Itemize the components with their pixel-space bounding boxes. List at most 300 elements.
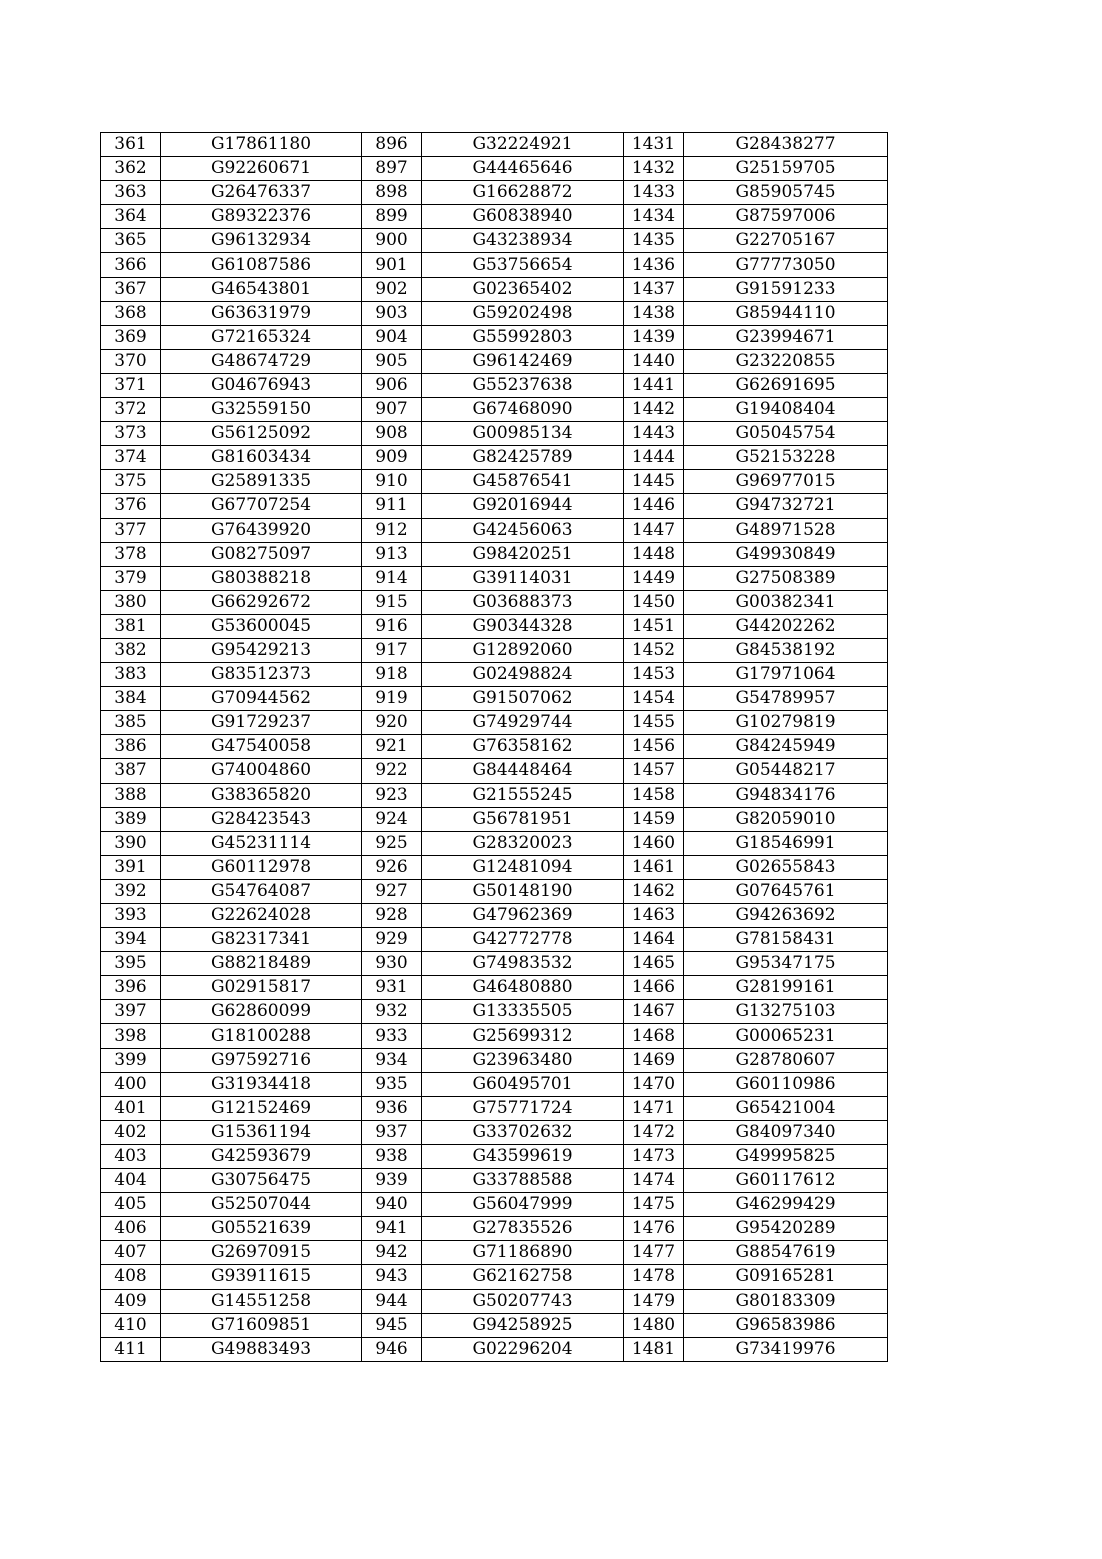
table-row	[101, 1144, 888, 1168]
id-code-cell: G44202262	[684, 614, 888, 638]
id-code-cell: G56047999	[422, 1193, 624, 1217]
id-code-cell: G05045754	[684, 422, 888, 446]
id-code-cell: G52507044	[161, 1193, 362, 1217]
serial-number-cell: 388	[101, 783, 161, 807]
id-code-cell: G02365402	[422, 277, 624, 301]
id-code-cell: G19408404	[684, 398, 888, 422]
id-code-cell: G23963480	[422, 1048, 624, 1072]
serial-number-cell: 909	[362, 446, 422, 470]
id-code-cell: G46543801	[161, 277, 362, 301]
serial-number-cell: 1465	[624, 952, 684, 976]
id-code-cell: G15361194	[161, 1120, 362, 1144]
serial-number-cell: 373	[101, 422, 161, 446]
id-code-cell: G73419976	[684, 1337, 888, 1361]
serial-number-cell: 361	[101, 133, 161, 157]
serial-number-cell: 930	[362, 952, 422, 976]
table-row	[101, 349, 888, 373]
table-row	[101, 711, 888, 735]
id-code-cell: G91729237	[161, 711, 362, 735]
serial-number-cell: 372	[101, 398, 161, 422]
id-code-cell: G67468090	[422, 398, 624, 422]
table-row	[101, 663, 888, 687]
serial-number-cell: 382	[101, 638, 161, 662]
id-code-cell: G26476337	[161, 181, 362, 205]
id-code-cell: G92260671	[161, 157, 362, 181]
id-code-cell: G30756475	[161, 1169, 362, 1193]
serial-number-cell: 938	[362, 1144, 422, 1168]
id-code-cell: G17971064	[684, 663, 888, 687]
serial-number-cell: 922	[362, 759, 422, 783]
serial-number-cell: 918	[362, 663, 422, 687]
id-code-cell: G71609851	[161, 1313, 362, 1337]
serial-number-cell: 1453	[624, 663, 684, 687]
id-code-cell: G96132934	[161, 229, 362, 253]
id-code-cell: G66292672	[161, 590, 362, 614]
id-code-cell: G78158431	[684, 928, 888, 952]
serial-number-cell: 368	[101, 301, 161, 325]
table-row	[101, 470, 888, 494]
table-row	[101, 807, 888, 831]
table-row	[101, 904, 888, 928]
id-code-cell: G05521639	[161, 1217, 362, 1241]
serial-number-cell: 1460	[624, 831, 684, 855]
id-code-cell: G23220855	[684, 349, 888, 373]
serial-number-cell: 380	[101, 590, 161, 614]
id-code-cell: G94263692	[684, 904, 888, 928]
serial-number-cell: 1474	[624, 1169, 684, 1193]
serial-number-cell: 401	[101, 1096, 161, 1120]
table-row	[101, 1337, 888, 1361]
id-code-cell: G96583986	[684, 1313, 888, 1337]
serial-number-cell: 932	[362, 1000, 422, 1024]
table-row	[101, 687, 888, 711]
id-code-cell: G90344328	[422, 614, 624, 638]
id-code-cell: G07645761	[684, 879, 888, 903]
id-code-cell: G12152469	[161, 1096, 362, 1120]
serial-number-cell: 931	[362, 976, 422, 1000]
id-code-cell: G85944110	[684, 301, 888, 325]
serial-number-cell: 1462	[624, 879, 684, 903]
serial-number-cell: 377	[101, 518, 161, 542]
serial-number-cell: 397	[101, 1000, 161, 1024]
id-code-cell: G94732721	[684, 494, 888, 518]
serial-number-cell: 925	[362, 831, 422, 855]
table-row	[101, 422, 888, 446]
serial-number-cell: 381	[101, 614, 161, 638]
table-row	[101, 494, 888, 518]
id-code-cell: G12481094	[422, 855, 624, 879]
table-row	[101, 1000, 888, 1024]
table-row	[101, 1265, 888, 1289]
id-code-cell: G82317341	[161, 928, 362, 952]
serial-number-cell: 934	[362, 1048, 422, 1072]
table-row	[101, 446, 888, 470]
serial-number-cell: 374	[101, 446, 161, 470]
id-code-cell: G84097340	[684, 1120, 888, 1144]
serial-number-cell: 390	[101, 831, 161, 855]
serial-number-cell: 1451	[624, 614, 684, 638]
serial-number-cell: 900	[362, 229, 422, 253]
id-code-cell: G71186890	[422, 1241, 624, 1265]
table-row	[101, 253, 888, 277]
id-code-cell: G56781951	[422, 807, 624, 831]
id-code-cell: G49883493	[161, 1337, 362, 1361]
serial-number-cell: 915	[362, 590, 422, 614]
serial-number-cell: 1478	[624, 1265, 684, 1289]
id-code-cell: G03688373	[422, 590, 624, 614]
serial-number-cell: 411	[101, 1337, 161, 1361]
id-code-cell: G93911615	[161, 1265, 362, 1289]
id-code-cell: G76439920	[161, 518, 362, 542]
serial-number-cell: 896	[362, 133, 422, 157]
id-code-cell: G88218489	[161, 952, 362, 976]
serial-number-cell: 1455	[624, 711, 684, 735]
id-code-cell: G16628872	[422, 181, 624, 205]
serial-number-cell: 393	[101, 904, 161, 928]
serial-number-cell: 386	[101, 735, 161, 759]
id-code-cell: G47962369	[422, 904, 624, 928]
serial-number-cell: 367	[101, 277, 161, 301]
serial-number-cell: 407	[101, 1241, 161, 1265]
serial-number-cell: 940	[362, 1193, 422, 1217]
table-row	[101, 1120, 888, 1144]
id-code-cell: G50148190	[422, 879, 624, 903]
id-code-cell: G13275103	[684, 1000, 888, 1024]
serial-number-cell: 364	[101, 205, 161, 229]
serial-number-cell: 396	[101, 976, 161, 1000]
serial-number-cell: 903	[362, 301, 422, 325]
id-code-cell: G88547619	[684, 1241, 888, 1265]
id-code-cell: G26970915	[161, 1241, 362, 1265]
serial-number-cell: 1470	[624, 1072, 684, 1096]
id-code-cell: G12892060	[422, 638, 624, 662]
id-code-cell: G60112978	[161, 855, 362, 879]
serial-number-cell: 917	[362, 638, 422, 662]
serial-number-cell: 935	[362, 1072, 422, 1096]
id-code-cell: G85905745	[684, 181, 888, 205]
serial-number-cell: 1472	[624, 1120, 684, 1144]
table-row	[101, 1169, 888, 1193]
serial-number-cell: 394	[101, 928, 161, 952]
id-code-cell: G02915817	[161, 976, 362, 1000]
id-number-table	[100, 132, 888, 1362]
id-code-cell: G83512373	[161, 663, 362, 687]
serial-number-cell: 1475	[624, 1193, 684, 1217]
serial-number-cell: 395	[101, 952, 161, 976]
id-code-cell: G28199161	[684, 976, 888, 1000]
table-row	[101, 759, 888, 783]
id-code-cell: G60495701	[422, 1072, 624, 1096]
id-code-cell: G22705167	[684, 229, 888, 253]
table-row	[101, 229, 888, 253]
id-code-cell: G91591233	[684, 277, 888, 301]
table-row	[101, 1048, 888, 1072]
serial-number-cell: 944	[362, 1289, 422, 1313]
id-code-cell: G76358162	[422, 735, 624, 759]
id-code-cell: G27508389	[684, 566, 888, 590]
serial-number-cell: 945	[362, 1313, 422, 1337]
id-code-cell: G53600045	[161, 614, 362, 638]
id-code-cell: G46299429	[684, 1193, 888, 1217]
serial-number-cell: 941	[362, 1217, 422, 1241]
id-code-cell: G42772778	[422, 928, 624, 952]
id-code-cell: G47540058	[161, 735, 362, 759]
table-row	[101, 1024, 888, 1048]
serial-number-cell: 937	[362, 1120, 422, 1144]
serial-number-cell: 1442	[624, 398, 684, 422]
serial-number-cell: 1464	[624, 928, 684, 952]
id-code-cell: G25699312	[422, 1024, 624, 1048]
id-code-cell: G63631979	[161, 301, 362, 325]
id-code-cell: G87597006	[684, 205, 888, 229]
table-row	[101, 1217, 888, 1241]
id-code-cell: G28423543	[161, 807, 362, 831]
id-code-cell: G62162758	[422, 1265, 624, 1289]
serial-number-cell: 366	[101, 253, 161, 277]
id-code-cell: G94258925	[422, 1313, 624, 1337]
id-code-cell: G48674729	[161, 349, 362, 373]
table-row	[101, 590, 888, 614]
serial-number-cell: 1469	[624, 1048, 684, 1072]
id-code-cell: G39114031	[422, 566, 624, 590]
serial-number-cell: 1449	[624, 566, 684, 590]
table-row	[101, 1096, 888, 1120]
table-row	[101, 976, 888, 1000]
serial-number-cell: 927	[362, 879, 422, 903]
id-code-cell: G09165281	[684, 1265, 888, 1289]
id-code-cell: G75771724	[422, 1096, 624, 1120]
id-code-cell: G62860099	[161, 1000, 362, 1024]
serial-number-cell: 387	[101, 759, 161, 783]
serial-number-cell: 375	[101, 470, 161, 494]
id-code-cell: G02498824	[422, 663, 624, 687]
serial-number-cell: 926	[362, 855, 422, 879]
serial-number-cell: 1458	[624, 783, 684, 807]
serial-number-cell: 408	[101, 1265, 161, 1289]
id-code-cell: G18546991	[684, 831, 888, 855]
id-code-cell: G00065231	[684, 1024, 888, 1048]
serial-number-cell: 902	[362, 277, 422, 301]
table-row	[101, 1313, 888, 1337]
id-code-cell: G28320023	[422, 831, 624, 855]
serial-number-cell: 383	[101, 663, 161, 687]
table-row	[101, 952, 888, 976]
table-row	[101, 879, 888, 903]
id-code-cell: G59202498	[422, 301, 624, 325]
serial-number-cell: 1440	[624, 349, 684, 373]
serial-number-cell: 898	[362, 181, 422, 205]
id-code-cell: G08275097	[161, 542, 362, 566]
serial-number-cell: 914	[362, 566, 422, 590]
serial-number-cell: 406	[101, 1217, 161, 1241]
id-code-cell: G02296204	[422, 1337, 624, 1361]
id-code-cell: G54789957	[684, 687, 888, 711]
serial-number-cell: 370	[101, 349, 161, 373]
table-row	[101, 157, 888, 181]
serial-number-cell: 1444	[624, 446, 684, 470]
table-row	[101, 831, 888, 855]
id-code-cell: G60110986	[684, 1072, 888, 1096]
serial-number-cell: 929	[362, 928, 422, 952]
id-code-cell: G27835526	[422, 1217, 624, 1241]
serial-number-cell: 1461	[624, 855, 684, 879]
serial-number-cell: 1468	[624, 1024, 684, 1048]
serial-number-cell: 924	[362, 807, 422, 831]
serial-number-cell: 943	[362, 1265, 422, 1289]
serial-number-cell: 913	[362, 542, 422, 566]
id-code-cell: G04676943	[161, 373, 362, 397]
id-code-cell: G89322376	[161, 205, 362, 229]
serial-number-cell: 403	[101, 1144, 161, 1168]
serial-number-cell: 1473	[624, 1144, 684, 1168]
serial-number-cell: 378	[101, 542, 161, 566]
serial-number-cell: 1435	[624, 229, 684, 253]
id-code-cell: G56125092	[161, 422, 362, 446]
id-code-cell: G84538192	[684, 638, 888, 662]
id-code-cell: G61087586	[161, 253, 362, 277]
serial-number-cell: 400	[101, 1072, 161, 1096]
serial-number-cell: 365	[101, 229, 161, 253]
id-code-cell: G32224921	[422, 133, 624, 157]
serial-number-cell: 921	[362, 735, 422, 759]
serial-number-cell: 1467	[624, 1000, 684, 1024]
table-row	[101, 1072, 888, 1096]
id-code-cell: G28780607	[684, 1048, 888, 1072]
serial-number-cell: 1481	[624, 1337, 684, 1361]
serial-number-cell: 923	[362, 783, 422, 807]
serial-number-cell: 939	[362, 1169, 422, 1193]
table-row	[101, 855, 888, 879]
id-code-cell: G60117612	[684, 1169, 888, 1193]
id-code-cell: G33788588	[422, 1169, 624, 1193]
id-code-cell: G65421004	[684, 1096, 888, 1120]
table-row	[101, 542, 888, 566]
serial-number-cell: 1476	[624, 1217, 684, 1241]
id-code-cell: G95420289	[684, 1217, 888, 1241]
serial-number-cell: 1434	[624, 205, 684, 229]
id-code-cell: G82059010	[684, 807, 888, 831]
serial-number-cell: 911	[362, 494, 422, 518]
id-code-cell: G52153228	[684, 446, 888, 470]
table-row	[101, 373, 888, 397]
serial-number-cell: 384	[101, 687, 161, 711]
id-code-cell: G96977015	[684, 470, 888, 494]
id-code-cell: G44465646	[422, 157, 624, 181]
serial-number-cell: 928	[362, 904, 422, 928]
id-code-cell: G43238934	[422, 229, 624, 253]
serial-number-cell: 405	[101, 1193, 161, 1217]
serial-number-cell: 916	[362, 614, 422, 638]
serial-number-cell: 389	[101, 807, 161, 831]
id-code-cell: G55237638	[422, 373, 624, 397]
id-code-cell: G74983532	[422, 952, 624, 976]
id-code-cell: G96142469	[422, 349, 624, 373]
id-code-cell: G38365820	[161, 783, 362, 807]
serial-number-cell: 385	[101, 711, 161, 735]
serial-number-cell: 363	[101, 181, 161, 205]
id-code-cell: G60838940	[422, 205, 624, 229]
id-code-cell: G42593679	[161, 1144, 362, 1168]
id-code-cell: G14551258	[161, 1289, 362, 1313]
table-row	[101, 133, 888, 157]
id-code-cell: G92016944	[422, 494, 624, 518]
table-row	[101, 301, 888, 325]
table-body	[101, 133, 888, 1362]
serial-number-cell: 1445	[624, 470, 684, 494]
id-code-cell: G77773050	[684, 253, 888, 277]
serial-number-cell: 376	[101, 494, 161, 518]
serial-number-cell: 907	[362, 398, 422, 422]
serial-number-cell: 1452	[624, 638, 684, 662]
id-code-cell: G55992803	[422, 325, 624, 349]
serial-number-cell: 371	[101, 373, 161, 397]
id-code-cell: G91507062	[422, 687, 624, 711]
id-code-cell: G53756654	[422, 253, 624, 277]
id-code-cell: G84448464	[422, 759, 624, 783]
id-code-cell: G42456063	[422, 518, 624, 542]
serial-number-cell: 1456	[624, 735, 684, 759]
serial-number-cell: 1457	[624, 759, 684, 783]
serial-number-cell: 1459	[624, 807, 684, 831]
serial-number-cell: 906	[362, 373, 422, 397]
serial-number-cell: 899	[362, 205, 422, 229]
serial-number-cell: 897	[362, 157, 422, 181]
id-code-cell: G31934418	[161, 1072, 362, 1096]
serial-number-cell: 404	[101, 1169, 161, 1193]
id-code-cell: G81603434	[161, 446, 362, 470]
id-code-cell: G10279819	[684, 711, 888, 735]
id-code-cell: G48971528	[684, 518, 888, 542]
id-code-cell: G28438277	[684, 133, 888, 157]
id-code-cell: G00382341	[684, 590, 888, 614]
serial-number-cell: 942	[362, 1241, 422, 1265]
table-row	[101, 518, 888, 542]
serial-number-cell: 901	[362, 253, 422, 277]
serial-number-cell: 1471	[624, 1096, 684, 1120]
id-code-cell: G84245949	[684, 735, 888, 759]
id-code-cell: G25891335	[161, 470, 362, 494]
table-row	[101, 398, 888, 422]
table-row	[101, 181, 888, 205]
id-code-cell: G33702632	[422, 1120, 624, 1144]
table-row	[101, 1193, 888, 1217]
id-code-cell: G43599619	[422, 1144, 624, 1168]
serial-number-cell: 904	[362, 325, 422, 349]
table-row	[101, 638, 888, 662]
serial-number-cell: 1450	[624, 590, 684, 614]
serial-number-cell: 1448	[624, 542, 684, 566]
id-code-cell: G23994671	[684, 325, 888, 349]
id-code-cell: G49995825	[684, 1144, 888, 1168]
id-code-cell: G95347175	[684, 952, 888, 976]
id-code-cell: G13335505	[422, 1000, 624, 1024]
serial-number-cell: 1436	[624, 253, 684, 277]
id-code-cell: G32559150	[161, 398, 362, 422]
id-code-cell: G45876541	[422, 470, 624, 494]
id-code-cell: G62691695	[684, 373, 888, 397]
serial-number-cell: 1454	[624, 687, 684, 711]
serial-number-cell: 920	[362, 711, 422, 735]
serial-number-cell: 1433	[624, 181, 684, 205]
id-code-cell: G05448217	[684, 759, 888, 783]
table-row	[101, 928, 888, 952]
id-code-cell: G54764087	[161, 879, 362, 903]
serial-number-cell: 1443	[624, 422, 684, 446]
id-code-cell: G74004860	[161, 759, 362, 783]
serial-number-cell: 369	[101, 325, 161, 349]
serial-number-cell: 905	[362, 349, 422, 373]
serial-number-cell: 1437	[624, 277, 684, 301]
